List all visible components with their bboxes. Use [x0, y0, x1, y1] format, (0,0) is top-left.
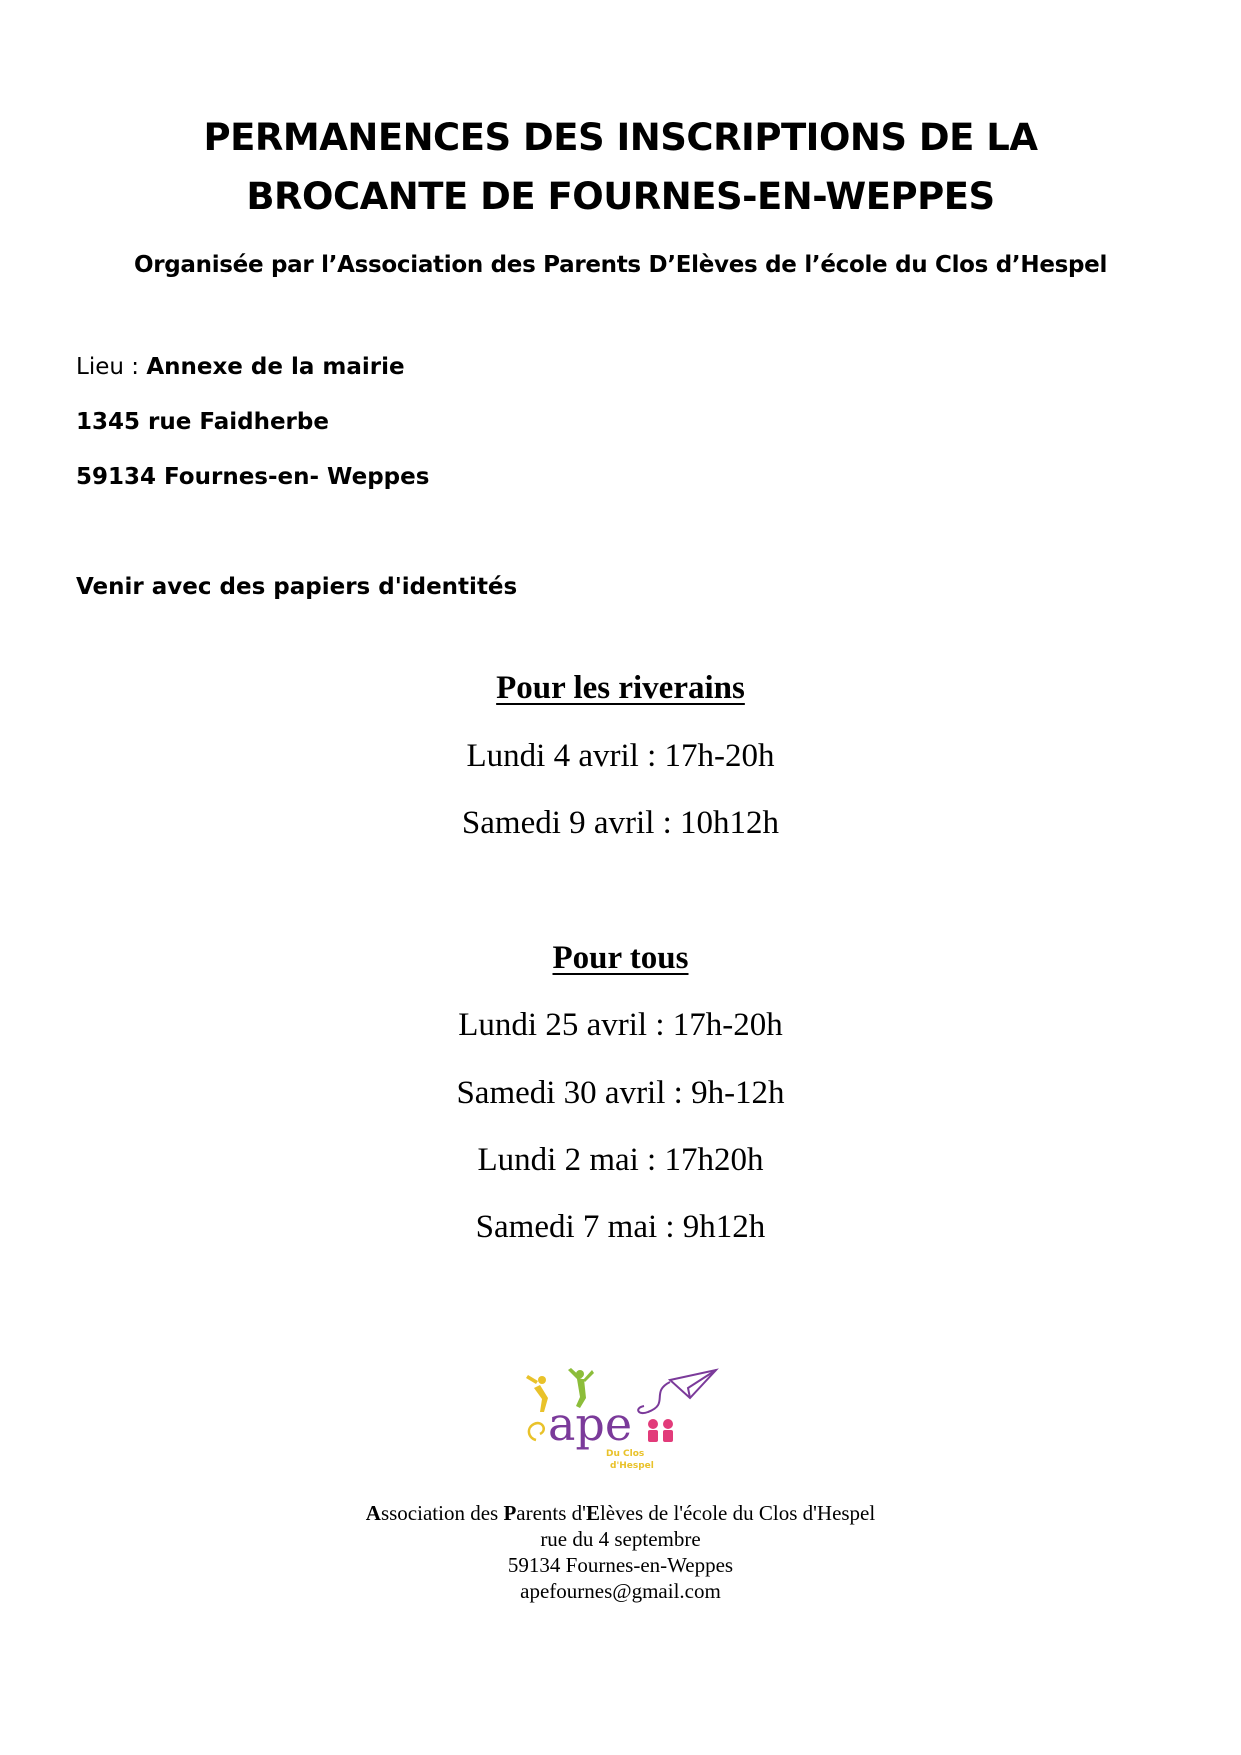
footer-email[interactable]: apefournes@gmail.com [520, 1579, 721, 1603]
title-line-2: BROCANTE DE FOURNES-EN-WEPPES [246, 175, 995, 218]
footer-association [0, 1500, 1241, 1526]
paper-plane-icon [638, 1370, 716, 1413]
document-title [0, 108, 1241, 226]
tous-slot: Lundi 2 mai : 17h20h [477, 1142, 764, 1178]
riverains-slot: Samedi 9 avril : 10h12h [461, 805, 780, 841]
swirl-icon [529, 1423, 544, 1440]
footer-text: arents d' [516, 1501, 586, 1525]
footer-text: ssociation des [380, 1501, 504, 1525]
logo-sub-1: Du Clos [606, 1449, 645, 1459]
footer-initial: P [503, 1501, 517, 1525]
location-city: 59134 Fournes-en- Weppes [76, 464, 430, 490]
tous-slot: Samedi 7 mai : 9h12h [475, 1209, 766, 1245]
footer-initial: E [585, 1501, 600, 1525]
logo-sub-2: d'Hespel [610, 1461, 654, 1471]
tous-heading: Pour tous [552, 940, 689, 976]
location-label: Lieu : [76, 354, 147, 380]
location-street: 1345 rue Faidherbe [76, 409, 329, 435]
kids-icon [648, 1419, 673, 1442]
riverains-heading: Pour les riverains [496, 670, 745, 706]
location-line [76, 352, 405, 382]
riverains-slot: Lundi 4 avril : 17h-20h [466, 738, 775, 774]
footer-initial: A [365, 1501, 381, 1525]
footer-address [0, 1500, 1241, 1604]
organizer-subtitle: Organisée par l’Association des Parents D’Elèves de l’école du Clos d’Hespel [133, 252, 1108, 278]
yellow-figure-icon [526, 1375, 548, 1412]
id-papers-note: Venir avec des papiers d'identités [76, 574, 518, 600]
logo-wordmark: ape [548, 1397, 633, 1451]
ape-logo [520, 1368, 720, 1478]
tous-slot: Lundi 25 avril : 17h-20h [458, 1007, 783, 1043]
footer-city: 59134 Fournes-en-Weppes [507, 1553, 734, 1577]
footer-text: lèves de l'école du Clos d'Hespel [599, 1501, 876, 1525]
footer-street: rue du 4 septembre [540, 1527, 701, 1551]
tous-slot: Samedi 30 avril : 9h-12h [456, 1075, 785, 1111]
title-line-1: PERMANENCES DES INSCRIPTIONS DE LA [203, 116, 1038, 159]
location-place: Annexe de la mairie [146, 354, 405, 380]
